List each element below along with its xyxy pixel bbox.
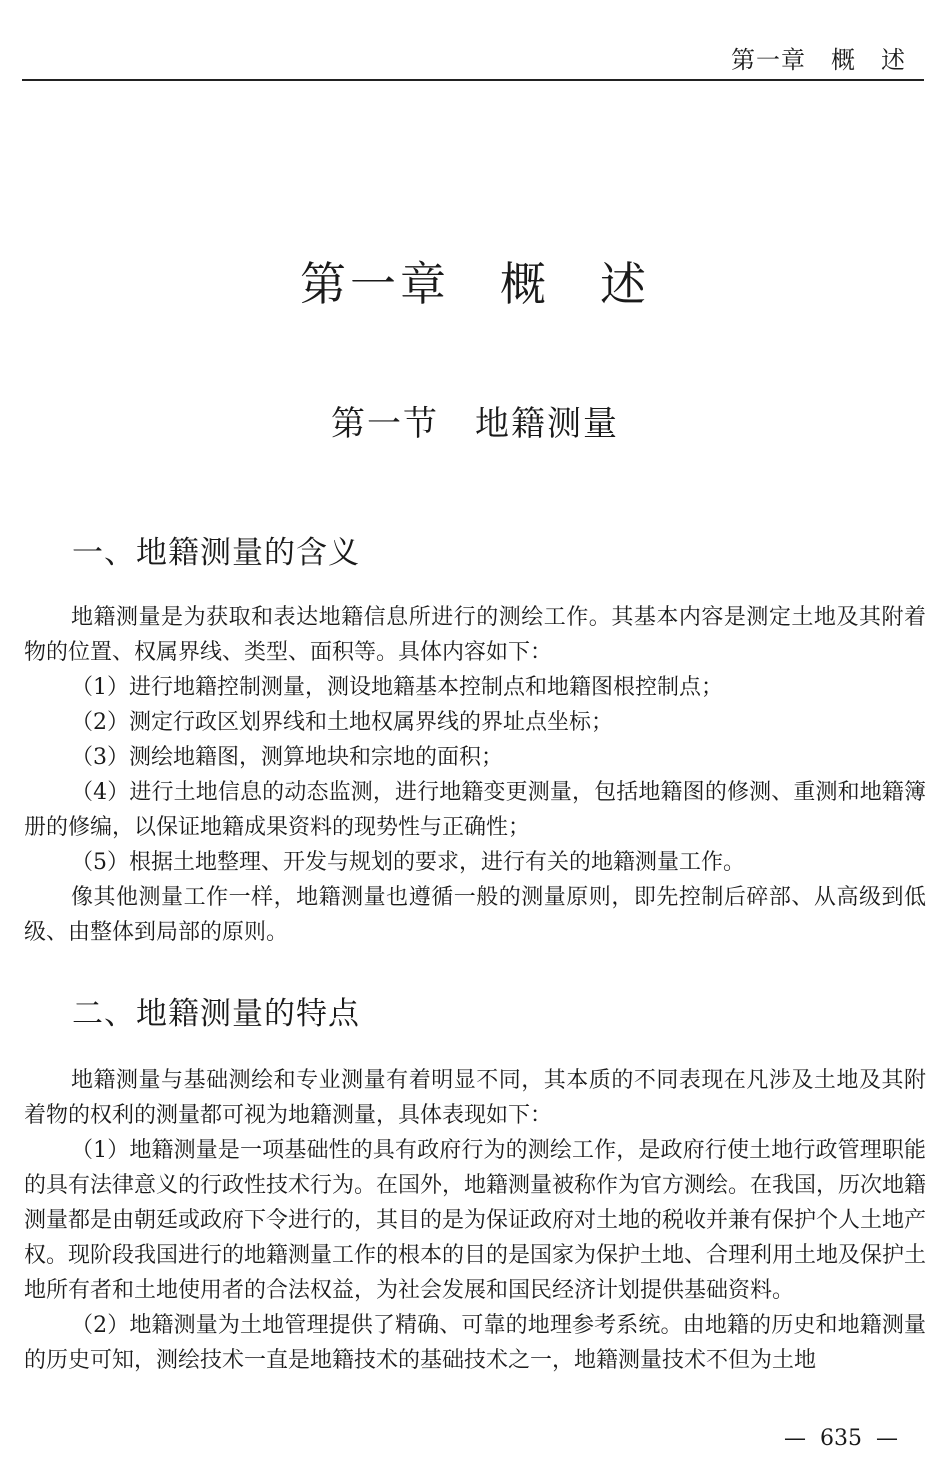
subsection-body-meaning: [24, 600, 926, 950]
list-item: （4）进行土地信息的动态监测，进行地籍变更测量，包括地籍图的修测、重测和地籍簿册的修编，以保证地籍成果资料的现势性与正确性；: [24, 780, 926, 840]
list-item: （2）测定行政区划界线和土地权属界线的界址点坐标；: [71, 710, 613, 735]
subsection-heading-meaning: 一、地籍测量的含义: [72, 535, 360, 571]
list-item: （5）根据土地整理、开发与规划的要求，进行有关的地籍测量工作。: [71, 850, 745, 875]
paragraph: 地籍测量是为获取和表达地籍信息所进行的测绘工作。其基本内容是测定土地及其附着物的位置、权属界线、类型、面积等。具体内容如下：: [24, 605, 926, 665]
list-item: （1）进行地籍控制测量，测设地籍基本控制点和地籍图根控制点；: [71, 675, 723, 700]
chapter-title: 第一章 概 述: [300, 257, 650, 311]
header-rule: [22, 79, 924, 81]
list-item: （2）地籍测量为土地管理提供了精确、可靠的地理参考系统。由地籍的历史和地籍测量的历史可知，测绘技术一直是地籍技术的基础技术之一，地籍测量技术不但为土地: [24, 1313, 926, 1373]
subsection-heading-features: 二、地籍测量的特点: [72, 996, 360, 1032]
list-item: （1）地籍测量是一项基础性的具有政府行为的测绘工作，是政府行使土地行政管理职能的具有法律意义的行政性技术行为。在国外，地籍测量被称作为官方测绘。在我国，历次地籍测量都是由朝廷或政府下令进行的，其目的是为保证政府对土地的税收并兼有保护个人土地产权。现阶段我国进行的地籍测量工作的根本的目的是国家为保护土地、合理利用土地及保护土地所有者和土地使用者的合法权益，为社会发展和国民经济计划提供基础资料。: [24, 1138, 927, 1303]
section-title: 第一节 地籍测量: [331, 404, 619, 444]
list-item: （3）测绘地籍图，测算地块和宗地的面积；: [71, 745, 503, 770]
subsection-body-features: [24, 1063, 926, 1378]
running-header: 第一章 概 述: [731, 46, 906, 74]
paragraph: 像其他测量工作一样，地籍测量也遵循一般的测量原则，即先控制后碎部、从高级到低级、由整体到局部的原则。: [24, 885, 926, 945]
page-number: — 635 —: [784, 1426, 898, 1451]
paragraph: 地籍测量与基础测绘和专业测量有着明显不同，其本质的不同表现在凡涉及土地及其附着物的权利的测量都可视为地籍测量，具体表现如下：: [24, 1068, 926, 1128]
